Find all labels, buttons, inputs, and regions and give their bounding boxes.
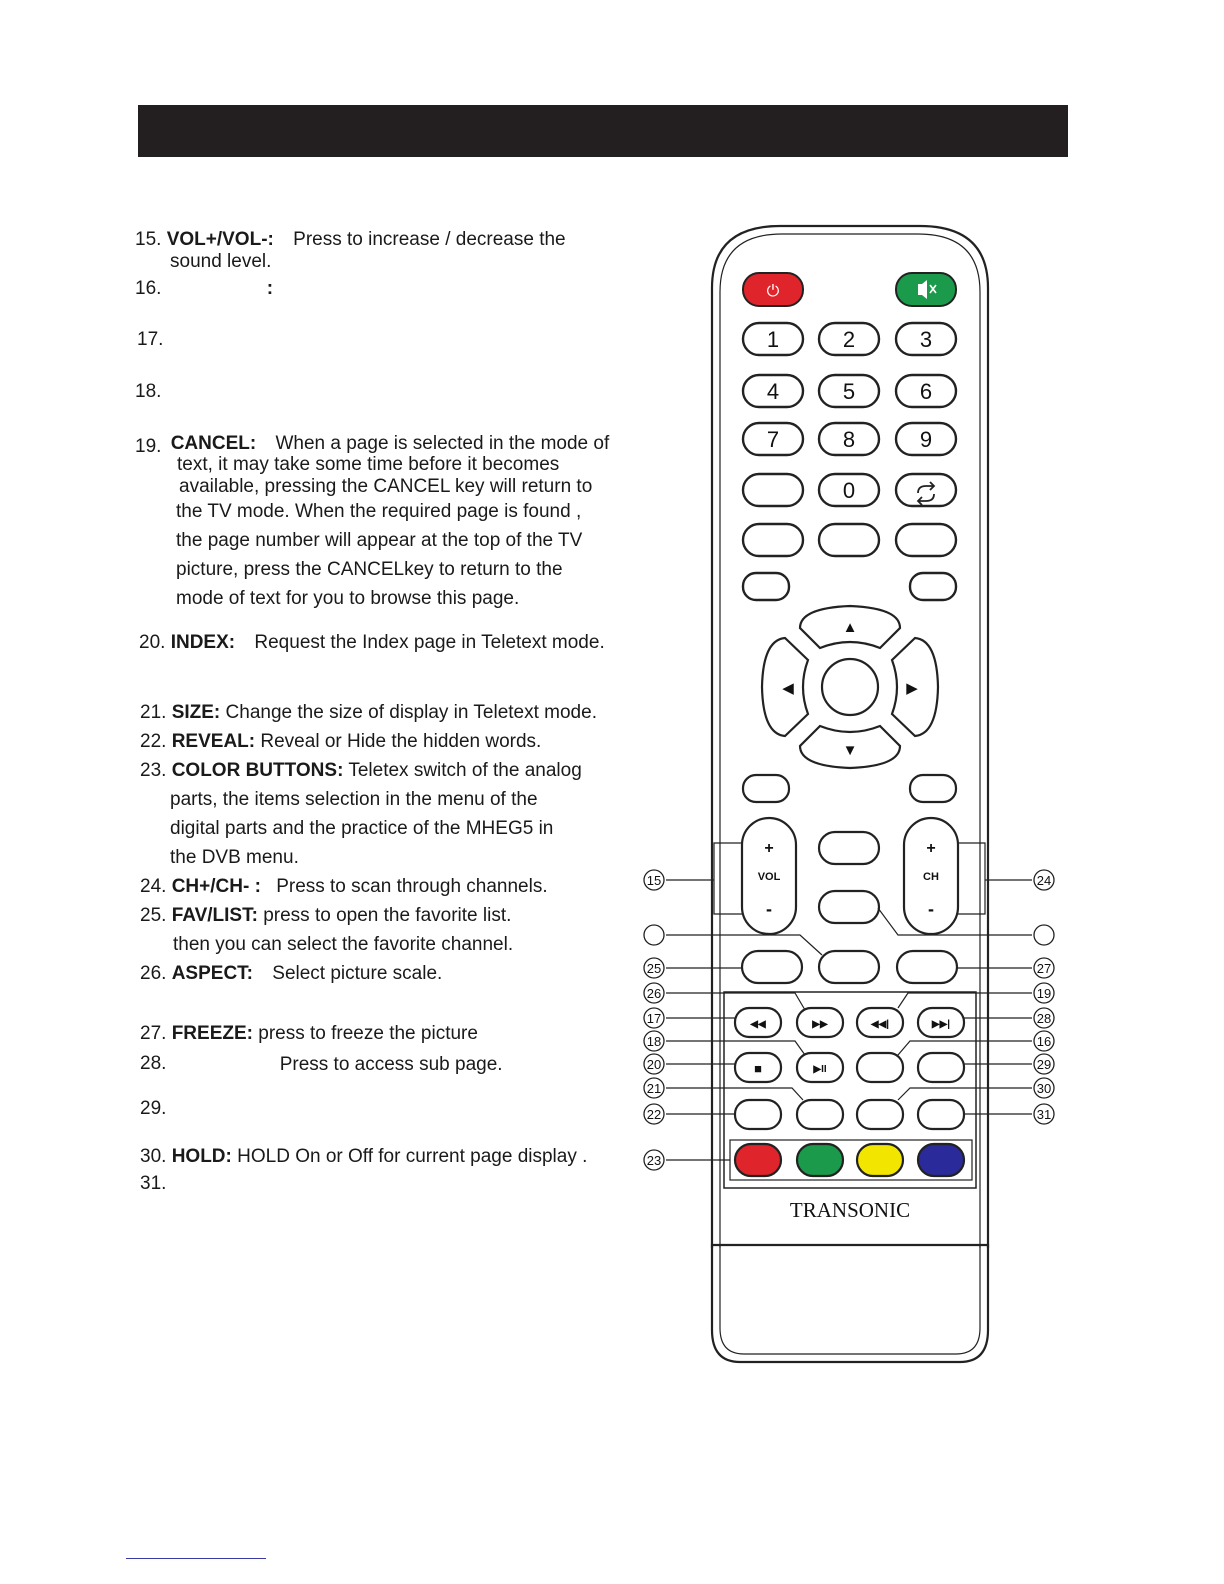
svg-text:16: 16 [1036,1034,1052,1049]
next-icon: ▶▶| [931,1019,951,1030]
vol-minus: - [766,899,772,919]
digit-6: 6 [919,379,933,404]
nav-down-icon: ▼ [842,742,858,759]
item-30 [140,1146,587,1168]
item-number: 16. [135,278,162,299]
item-25-cont: then you can select the favorite channel. [173,934,514,955]
item-20 [139,632,605,654]
item-16 [135,278,273,300]
ch-plus: + [926,840,936,857]
item-27 [140,1023,478,1045]
item-26 [140,963,442,985]
hold-button[interactable] [857,1100,903,1129]
item-19-cont-6: mode of text for you to browse this page. [176,588,520,609]
item-number: 19. [135,436,162,457]
reveal-button[interactable] [735,1100,781,1129]
item-28 [140,1053,503,1075]
item-23 [140,760,582,782]
item-desc: Press to scan through channels. [276,876,548,897]
remote-illustration [630,215,1070,1375]
ch-label: CH [923,871,939,883]
blank-button-a[interactable] [743,474,803,506]
remote-svg [630,215,1070,1375]
red-button[interactable] [735,1144,781,1176]
nav-left-icon: ◀ [782,680,794,697]
middle-button-b[interactable] [819,891,879,923]
item-term: : [266,278,274,299]
item-21 [140,702,597,724]
digit-0: 0 [842,478,856,503]
svg-text:27: 27 [1036,961,1052,976]
digit-7: 7 [766,427,780,452]
vol-plus: + [764,840,774,857]
item-number: 27. [140,1023,167,1044]
item-19-cont-2: available, pressing the CANCEL key will return to [179,476,593,497]
callout-30 [1034,1078,1054,1098]
item-number: 21. [140,702,167,723]
svg-text:29: 29 [1036,1057,1052,1072]
callout-29 [1034,1054,1054,1074]
item-number: 15. [135,229,162,250]
item-desc: Teletex switch of the analog [348,760,582,781]
play-pause-icon: ▶II [813,1064,827,1075]
callout-22 [644,1104,664,1124]
digit-8: 8 [842,427,856,452]
small-button-right[interactable] [910,573,956,600]
item-18 [135,381,161,403]
item-24 [140,876,548,898]
item-desc: press to open the favorite list. [263,905,512,926]
item-number: 26. [140,963,167,984]
item-term: REVEAL: [171,731,256,752]
item-19-cont-1: text, it may take some time before it becomes [177,454,560,475]
blank-button-29[interactable] [918,1053,964,1082]
callout-20 [644,1054,664,1074]
item-term: FREEZE: [171,1023,253,1044]
item-desc: Request the Index page in Teletext mode. [254,632,605,653]
svg-text:20: 20 [646,1057,662,1072]
item-15 [135,229,566,251]
item-desc: Change the size of display in Teletext mode. [225,702,597,723]
rewind-icon: ◀◀ [750,1019,766,1030]
brand-logo: TRANSONIC [789,1198,911,1222]
svg-text:26: 26 [646,986,662,1001]
item-number: 28. [140,1053,167,1074]
item-term: COLOR BUTTONS: [171,760,344,781]
item-term: HOLD: [171,1146,232,1167]
callout-17 [644,1008,664,1028]
item-desc: When a page is selected in the mode of [275,433,610,454]
item-desc: press to freeze the picture [258,1023,478,1044]
item-term: SIZE: [171,702,221,723]
svg-text:30: 30 [1036,1081,1052,1096]
item-number: 30. [140,1146,167,1167]
item-term: INDEX: [170,632,236,653]
digit-9: 9 [919,427,933,452]
blank-button-b[interactable] [743,524,803,556]
item-15-cont: sound level. [170,251,272,272]
item-number: 22. [140,731,167,752]
blue-button[interactable] [918,1144,964,1176]
item-term: CH+/CH- : [171,876,261,897]
item-19-cont-5: picture, press the CANCELkey to return to the [176,559,563,580]
svg-text:19: 19 [1036,986,1052,1001]
small-button-left[interactable] [743,573,789,600]
callout-15 [644,870,664,890]
svg-text:18: 18 [646,1034,662,1049]
svg-text:28: 28 [1036,1011,1052,1026]
callout-21 [644,1078,664,1098]
item-17 [137,329,163,351]
ch-minus: - [928,899,934,919]
power-icon: ⏻ [766,283,780,300]
previous-icon: ◀◀| [870,1019,890,1030]
nav-up-icon: ▲ [842,619,858,636]
vol-label: VOL [757,871,781,883]
callout-23 [644,1150,664,1170]
svg-text:25: 25 [646,961,662,976]
item-22 [140,731,541,753]
callout-31 [1034,1104,1054,1124]
item-19-cont-3: the TV mode. When the required page is found , [176,501,582,522]
callout-26 [644,983,664,1003]
item-number: 29. [140,1098,167,1119]
size-button[interactable] [797,1100,843,1129]
green-button[interactable] [797,1144,843,1176]
callout-18 [644,1031,664,1051]
item-term: FAV/LIST: [171,905,258,926]
item-23-cont-1: parts, the items selection in the menu of the [170,789,538,810]
item-term: ASPECT: [171,963,253,984]
item-number: 18. [135,381,162,402]
callout-empty-right [1034,925,1054,945]
fast-forward-icon: ▶▶ [812,1019,828,1030]
nav-ok-button[interactable] [822,659,878,715]
item-term: VOL+/VOL-: [166,229,274,250]
item-23-cont-3: the DVB menu. [170,847,299,868]
digit-4: 4 [766,379,780,404]
item-term: CANCEL: [170,433,257,454]
section-header-bar [138,105,1068,157]
blank-button-d[interactable] [896,524,956,556]
middle-button-a[interactable] [819,832,879,864]
small-button-right-2[interactable] [910,775,956,802]
callout-19 [1034,983,1054,1003]
yellow-button[interactable] [857,1144,903,1176]
item-number: 31. [140,1173,167,1194]
middle-button-c[interactable] [819,951,879,983]
digit-1: 1 [766,327,780,352]
blank-button-c[interactable] [819,524,879,556]
digit-3: 3 [919,327,933,352]
callout-16 [1034,1031,1054,1051]
callout-27 [1034,958,1054,978]
item-19 [135,433,609,455]
item-23-cont-2: digital parts and the practice of the MHEG5 in [170,818,554,839]
svg-text:17: 17 [646,1011,662,1026]
item-desc: Press to increase / decrease the [293,229,566,250]
digit-5: 5 [842,379,856,404]
svg-text:31: 31 [1036,1107,1052,1122]
callout-28 [1034,1008,1054,1028]
item-31 [140,1173,166,1195]
svg-text:23: 23 [646,1153,662,1168]
item-number: 25. [140,905,167,926]
svg-text:22: 22 [646,1107,662,1122]
item-number: 20. [139,632,166,653]
remote-bottom-inner [720,1245,980,1354]
item-desc: HOLD On or Off for current page display . [237,1146,588,1167]
svg-text:24: 24 [1036,873,1052,888]
svg-text:15: 15 [646,873,662,888]
item-number: 17. [137,329,164,350]
remote-bottom-outline [712,1245,988,1362]
freeze-button[interactable] [897,951,957,983]
digit-2: 2 [842,327,856,352]
stop-icon: ■ [754,1061,762,1076]
small-button-left-2[interactable] [743,775,789,802]
item-desc: Press to access sub page. [279,1054,503,1075]
item-desc: Select picture scale. [272,963,443,984]
item-number: 23. [140,760,167,781]
item-desc: Reveal or Hide the hidden words. [260,731,542,752]
fav-list-button[interactable] [742,951,802,983]
callout-25 [644,958,664,978]
nav-right-icon: ▶ [906,680,918,697]
svg-text:21: 21 [646,1081,662,1096]
callout-empty-left [644,925,664,945]
item-19-cont-4: the page number will appear at the top of the TV [176,530,583,551]
item-25 [140,905,511,927]
blank-button-31[interactable] [918,1100,964,1129]
footer-rule [126,1558,266,1559]
callout-24 [1034,870,1054,890]
subpage-button[interactable] [857,1053,903,1082]
item-number: 24. [140,876,167,897]
item-29 [140,1098,166,1120]
